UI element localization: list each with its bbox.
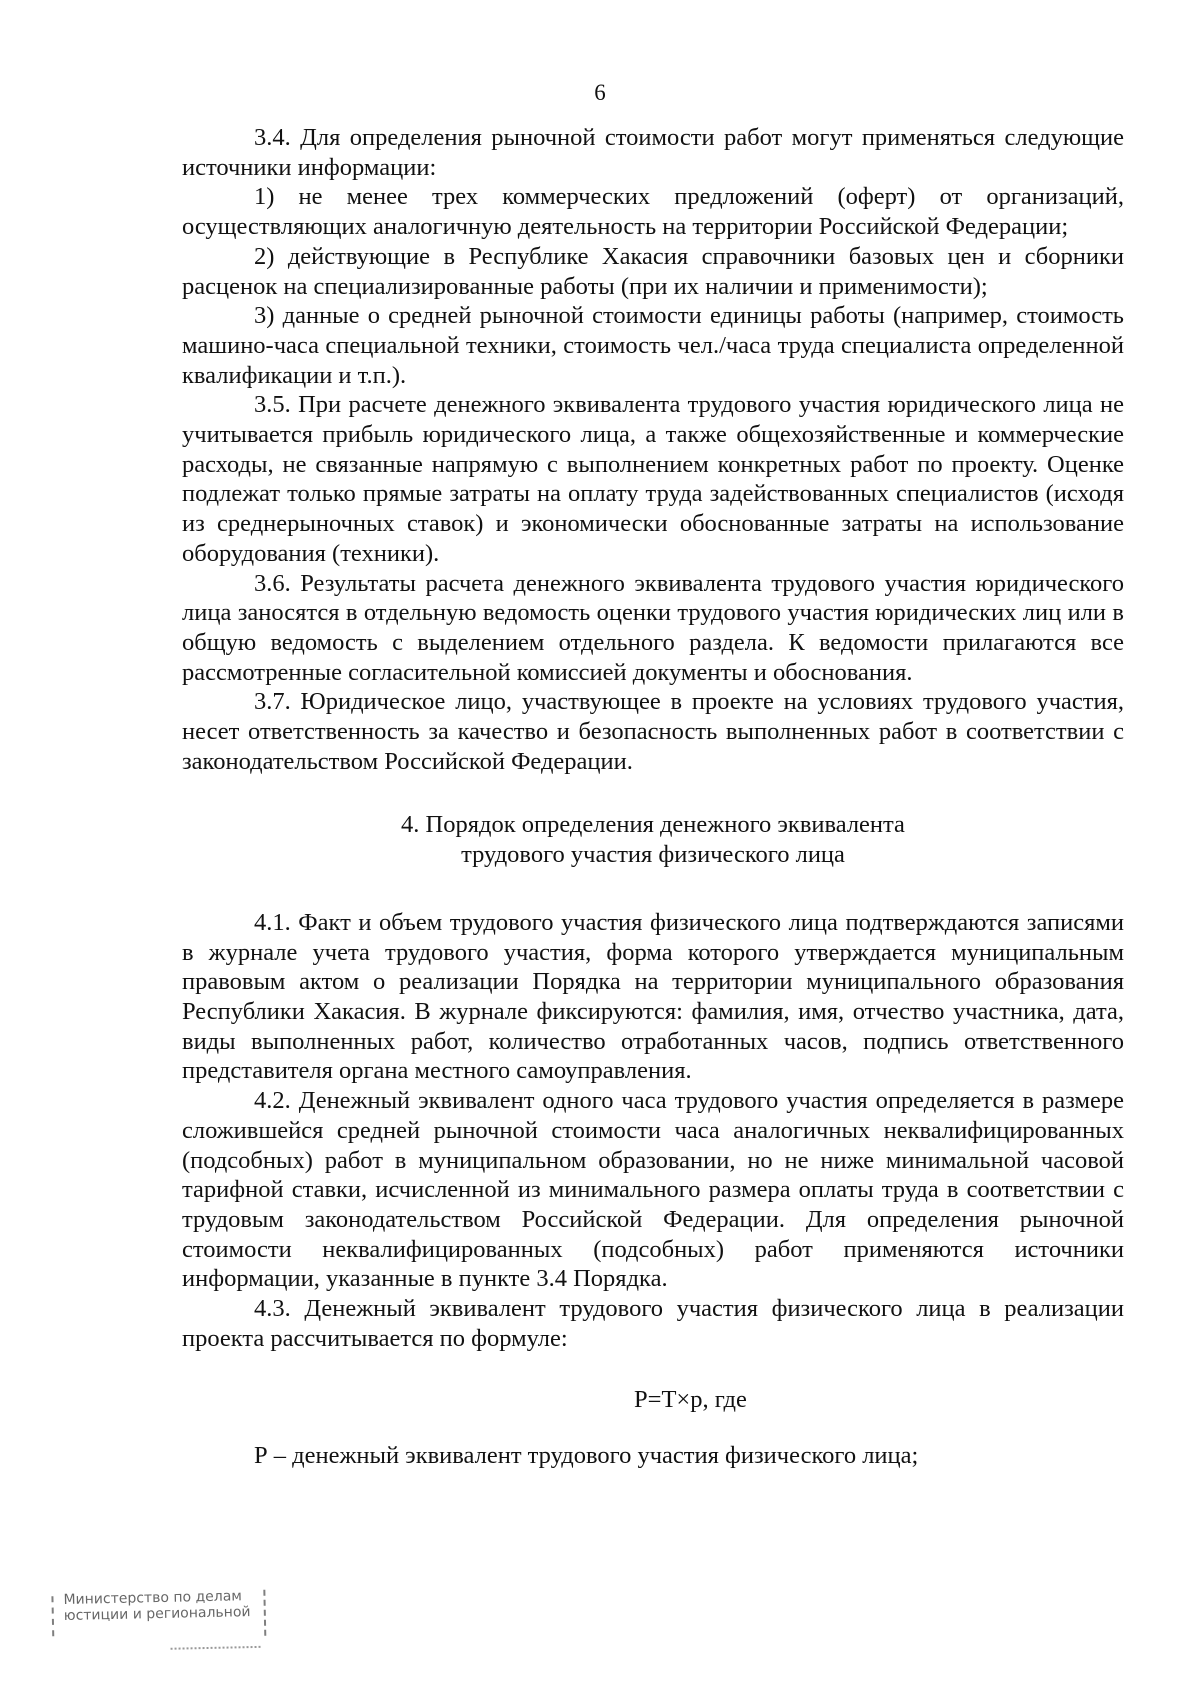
paragraph-3-7: 3.7. Юридическое лицо, участвующее в проекте на условиях трудового участия, несет ответственность за качество и безопасность выполненных работ в соответствии с законодательством Российской Федерации. <box>182 688 1124 775</box>
ministry-stamp <box>49 1588 268 1659</box>
paragraph-3-4-item-3: 3) данные о средней рыночной стоимости единицы работы (например, стоимость машино-часа специальной техники, стоимость чел./часа труда специалиста определенной квалификации и т.п.). <box>182 302 1124 389</box>
stamp-bottom-line <box>171 1646 261 1650</box>
section-4-heading <box>182 810 1124 869</box>
section-4-heading-line-1: 4. Порядок определения денежного эквивалента <box>401 811 905 839</box>
stamp-line-2: юстиции и региональной <box>63 1604 251 1624</box>
paragraph-3-4: 3.4. Для определения рыночной стоимости работ могут применяться следующие источники информации: <box>182 124 1124 181</box>
paragraph-3-4-item-1: 1) не менее трех коммерческих предложений (оферт) от организаций, осуществляющих аналогичную деятельность на территории Российской Федерации; <box>182 183 1124 241</box>
paragraph-4-1: 4.1. Факт и объем трудового участия физического лица подтверждаются записями в журнале учета трудового участия, форма которого утверждается муниципальным правовым актом о реализации Порядка на территории муниципального образования Республики Хакасия. В журнале фиксируются: фамилия, имя, отчество участника, дата, виды выполненных работ, количество отработанных часов, подпись ответственного представителя органа местного самоуправления. <box>182 908 1124 1085</box>
paragraph-4-2: 4.2. Денежный эквивалент одного часа трудового участия определяется в размере сложившейся средней рыночной стоимости часа аналогичных неквалифицированных (подсобных) работ в муниципальном образовании, но не ниже минимальной часовой тарифной ставки, исчисленной из минимального размера оплаты труда в соответствии с трудовым законодательством Российской Федерации. Для определения рыночной стоимости неквалифицированных (подсобных) работ применяются источники информации, указанные в пункте 3.4 Порядка. <box>182 1087 1124 1293</box>
stamp-line-1: Министерство по делам <box>63 1588 243 1608</box>
section-4-heading-line-2: трудового участия физического лица <box>461 841 845 869</box>
formula: Р=Т×р, где <box>634 1386 747 1414</box>
paragraph-3-4-item-2: 2) действующие в Республике Хакасия справочники базовых цен и сборники расценок на специализированные работы (при их наличии и применимости); <box>182 242 1124 300</box>
paragraph-4-3: 4.3. Денежный эквивалент трудового участия физического лица в реализации проекта рассчитывается по формуле: <box>182 1295 1124 1352</box>
paragraph-3-6: 3.6. Результаты расчета денежного эквивалента трудового участия юридического лица заносятся в отдельную ведомость оценки трудового участия юридических лиц или в общую ведомость с выделением отдельного раздела. К ведомости прилагаются все рассмотренные согласительной комиссией документы и обоснования. <box>182 569 1124 686</box>
page-number: 6 <box>594 80 606 105</box>
document-body <box>182 123 1124 1471</box>
paragraph-3-5: 3.5. При расчете денежного эквивалента трудового участия юридического лица не учитывается прибыль юридического лица, а также общехозяйственные и коммерческие расходы, не связанные напрямую с выполнением конкретных работ по проекту. Оценке подлежат только прямые затраты на оплату труда задействованных специалистов (исходя из среднерыночных ставок) и экономически обоснованные затраты на использование оборудования (техники). <box>182 391 1124 567</box>
definition-p: Р – денежный эквивалент трудового участия физического лица; <box>254 1442 919 1470</box>
